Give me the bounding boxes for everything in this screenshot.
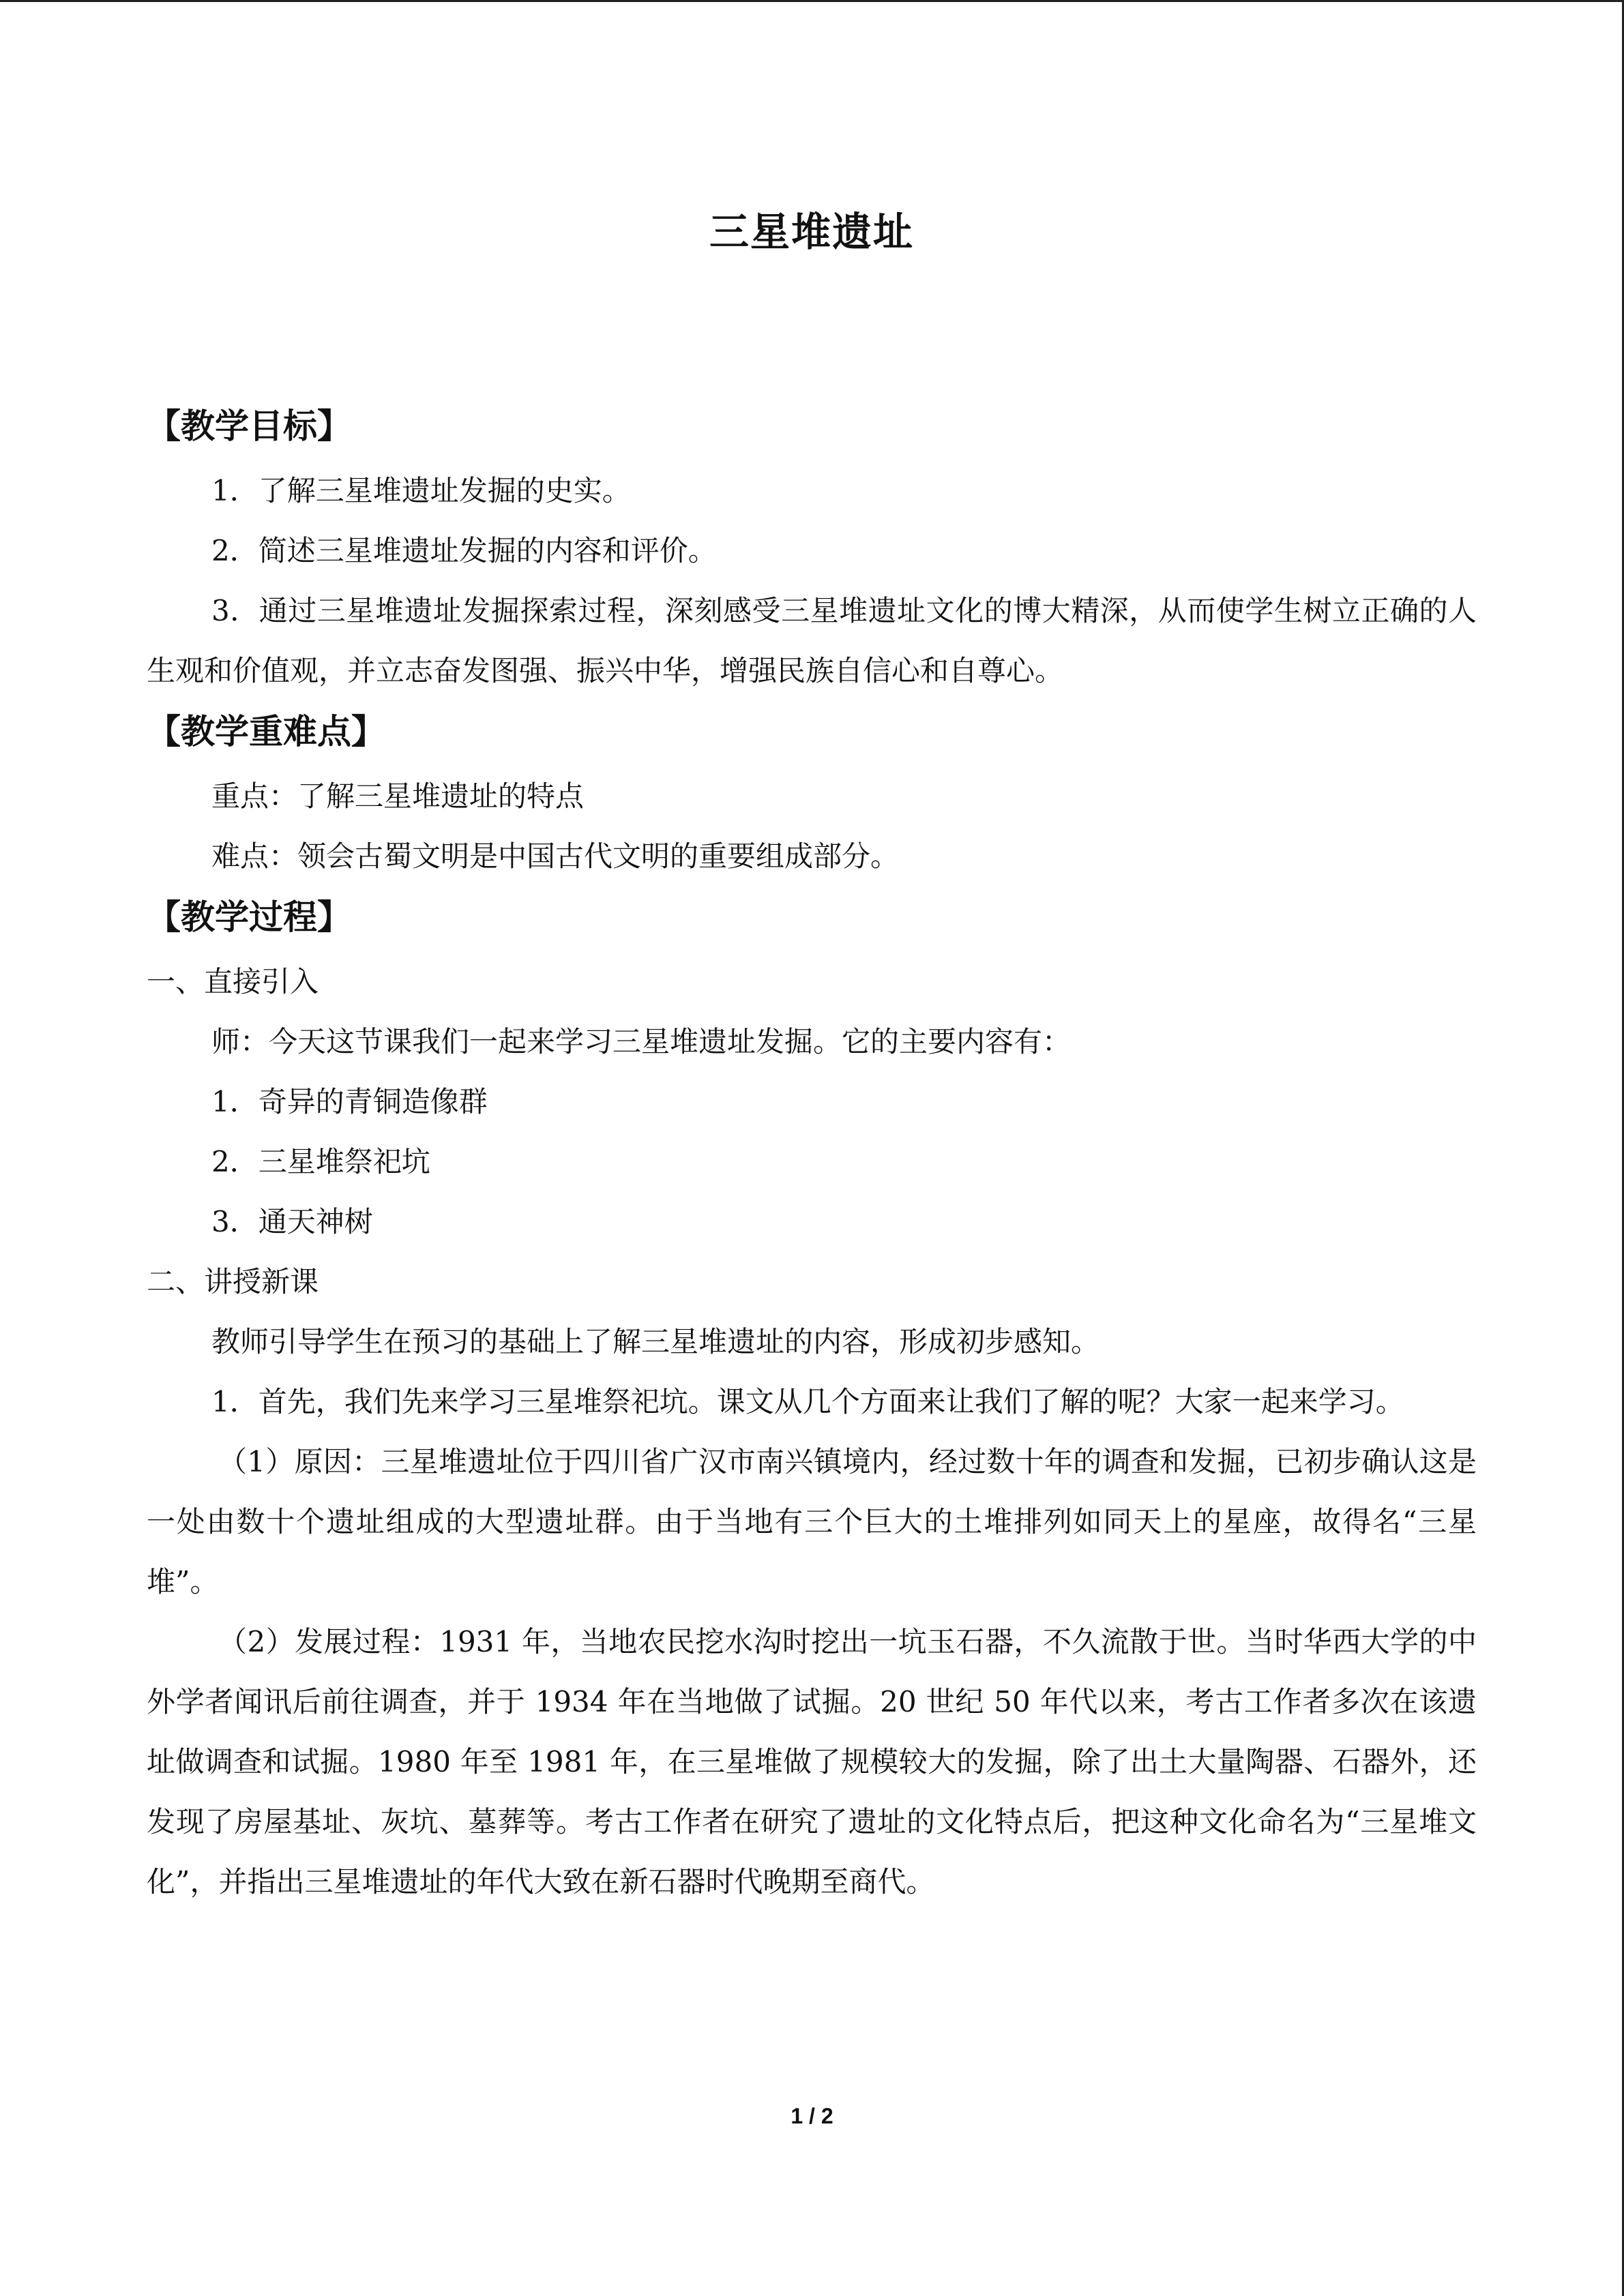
process-part2-item1: 1．首先，我们先来学习三星堆祭祀坑。课文从几个方面来让我们了解的呢？大家一起来学习。 — [211, 1385, 1404, 1418]
process-part1-intro: 师：今天这节课我们一起来学习三星堆遗址发掘。它的主要内容有： — [211, 1025, 1072, 1058]
section-teaching-process — [147, 886, 1477, 1912]
process-part2-intro: 教师引导学生在预习的基础上了解三星堆遗址的内容，形成初步感知。 — [211, 1325, 1100, 1358]
process-part2-reason: （1）原因：三星堆遗址位于四川省广汉市南兴镇境内，经过数十年的调查和发掘，已初步确认这是一处由数十个遗址组成的大型遗址群。由于当地有三个巨大的土堆排列如同天上的星座，故得名“三星堆”。 — [147, 1445, 1477, 1598]
section-heading-process: 【教学过程】 — [147, 897, 351, 937]
process-part2-heading: 二、讲授新课 — [147, 1265, 319, 1298]
content-list-item: 1．奇异的青铜造像群 — [211, 1085, 488, 1118]
section-key-points — [147, 701, 1477, 886]
process-part2-development: （2）发展过程：1931 年，当地农民挖水沟时挖出一坑玉石器，不久流散于世。当时华西大学的中外学者闻讯后前往调查，并于 1934 年在当地做了试掘。20 世纪 50 年代以来，考古工作者多次在该遗址做调查和试掘。1980 年至 1981 年，在三星堆做了规模较大的发掘，除了出土大量陶器、石器外，还发现了房屋基址、灰坑、墓葬等。考古工作者在研究了遗址的文化特点后，把这种文化命名为“三星堆文化”，并指出三星堆遗址的年代大致在新石器时代晚期至商代。 — [147, 1625, 1477, 1898]
page-number: 1 / 2 — [791, 2104, 833, 2128]
section-teaching-goals — [147, 396, 1477, 701]
process-part1-heading: 一、直接引入 — [147, 965, 319, 998]
section-heading-goals: 【教学目标】 — [147, 406, 351, 446]
key-point-item: 重点：了解三星堆遗址的特点 — [211, 779, 585, 813]
goal-item: 2．简述三星堆遗址发掘的内容和评价。 — [211, 534, 717, 567]
content-list-item: 3．通天神树 — [211, 1205, 373, 1238]
document-title: 三星堆遗址 — [709, 209, 914, 255]
key-point-item: 难点：领会古蜀文明是中国古代文明的重要组成部分。 — [211, 839, 900, 873]
document-body — [147, 205, 1477, 1912]
content-list-item: 2．三星堆祭祀坑 — [211, 1145, 430, 1178]
goal-item: 3．通过三星堆遗址发掘探索过程，深刻感受三星堆遗址文化的博大精深，从而使学生树立正确的人生观和价值观，并立志奋发图强、振兴中华，增强民族自信心和自尊心。 — [147, 594, 1477, 687]
goal-item: 1．了解三星堆遗址发掘的史实。 — [211, 474, 631, 507]
section-heading-key-points: 【教学重难点】 — [147, 712, 385, 751]
